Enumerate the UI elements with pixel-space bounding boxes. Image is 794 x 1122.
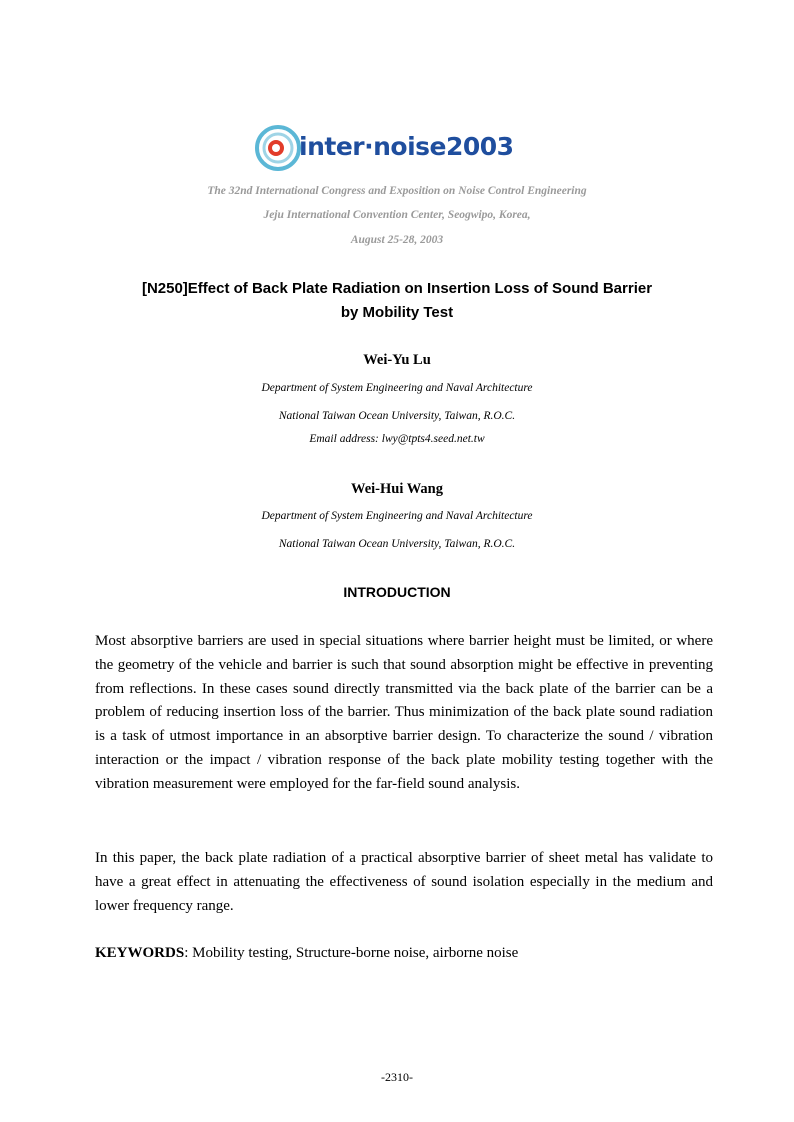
author-affiliation: Department of System Engineering and Naval Architecture: [261, 510, 533, 522]
paper-title-line-2: by Mobility Test: [340, 304, 454, 321]
keywords-line: [95, 945, 518, 962]
author-email: Email address: lwy@tpts4.seed.net.tw: [309, 433, 485, 445]
swirl-logo-icon: [254, 120, 302, 176]
paper-title-line-1: [N250]Effect of Back Plate Radiation on Insertion Loss of Sound Barrier: [141, 280, 653, 297]
body-paragraph: Most absorptive barriers are used in special situations where barrier height must be limited, or where the geometry of the vehicle and barrier is such that sound absorption might be effective in preventing from reflections. In these cases sound directly transmitted via the back plate of the barrier can be a problem of reducing insertion loss of the barrier. Thus minimization of the back plate sound radiation is a task of utmost importance in an absorptive barrier design. To characterize the sound / vibration interaction or the impact / vibration response of the back plate mobility testing together with the vibration measurement were employed for the far-field sound analysis.: [95, 633, 713, 792]
page-number: -2310-: [381, 1070, 413, 1084]
section-heading: INTRODUCTION: [343, 584, 451, 600]
author-affiliation: National Taiwan Ocean University, Taiwan, R.O.C.: [278, 538, 516, 550]
conference-logo: [254, 120, 554, 176]
author-name: Wei-Yu Lu: [363, 352, 431, 368]
logo-wordmark: inter·noise2003: [299, 132, 514, 161]
author-affiliation: Department of System Engineering and Naval Architecture: [261, 382, 533, 394]
author-affiliation: National Taiwan Ocean University, Taiwan, R.O.C.: [278, 410, 516, 422]
author-name: Wei-Hui Wang: [351, 481, 443, 497]
keywords-label: KEYWORDS: [95, 945, 185, 961]
conference-name: The 32nd International Congress and Exposition on Noise Control Engineering: [207, 185, 587, 197]
conference-venue: Jeju International Convention Center, Seogwipo, Korea,: [263, 209, 531, 221]
conference-date: August 25-28, 2003: [350, 234, 444, 246]
body-paragraph: In this paper, the back plate radiation of a practical absorptive barrier of sheet metal has validate to have a great effect in attenuating the effectiveness of sound isolation especially in the medium and lower frequency range.: [95, 850, 713, 914]
keywords-text: : Mobility testing, Structure-borne noise, airborne noise: [184, 945, 519, 961]
